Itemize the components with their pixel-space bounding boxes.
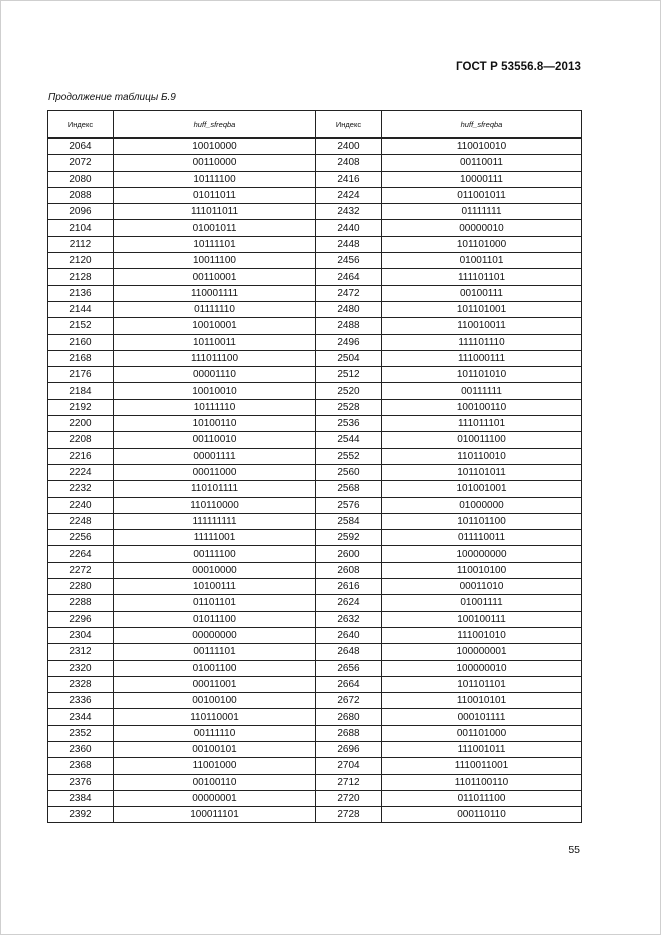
cell-index-left: 2296 [48,611,114,627]
cell-code-right: 111001010 [382,627,582,643]
cell-index-right: 2480 [316,301,382,317]
cell-code-right: 00011010 [382,579,582,595]
cell-index-left: 2200 [48,416,114,432]
cell-code-right: 111001011 [382,741,582,757]
cell-index-left: 2360 [48,741,114,757]
table-row [48,546,582,562]
cell-index-left: 2152 [48,318,114,334]
column-header-index-left: Индекс [48,111,114,139]
cell-code-right: 00111111 [382,383,582,399]
cell-index-right: 2576 [316,497,382,513]
cell-code-right: 100000001 [382,644,582,660]
cell-code-right: 100000010 [382,660,582,676]
table-row [48,187,582,203]
cell-index-left: 2264 [48,546,114,562]
table-row [48,334,582,350]
cell-index-left: 2256 [48,530,114,546]
table-row [48,253,582,269]
cell-index-left: 2192 [48,399,114,415]
cell-code-right: 001101000 [382,725,582,741]
cell-code-right: 101101010 [382,367,582,383]
cell-code-left: 00011001 [114,676,316,692]
cell-index-right: 2552 [316,448,382,464]
table-row [48,513,582,529]
cell-index-left: 2168 [48,350,114,366]
cell-code-left: 00001110 [114,367,316,383]
cell-index-right: 2688 [316,725,382,741]
table-row [48,562,582,578]
table-row [48,269,582,285]
table-row [48,285,582,301]
cell-code-left: 00000001 [114,790,316,806]
cell-index-left: 2096 [48,204,114,220]
table-row [48,790,582,806]
cell-index-right: 2528 [316,399,382,415]
cell-index-right: 2648 [316,644,382,660]
cell-code-right: 000110110 [382,807,582,823]
column-header-index-right: Индекс [316,111,382,139]
cell-index-left: 2280 [48,579,114,595]
cell-code-right: 00110011 [382,155,582,171]
cell-index-right: 2448 [316,236,382,252]
cell-index-left: 2304 [48,627,114,643]
cell-code-left: 00000000 [114,627,316,643]
cell-code-right: 00100111 [382,285,582,301]
cell-code-left: 01001011 [114,220,316,236]
table-row [48,774,582,790]
cell-index-left: 2072 [48,155,114,171]
cell-code-left: 10011100 [114,253,316,269]
cell-code-left: 10010001 [114,318,316,334]
cell-code-left: 00010000 [114,562,316,578]
cell-index-left: 2080 [48,171,114,187]
table-row [48,220,582,236]
cell-index-left: 2248 [48,513,114,529]
cell-index-right: 2680 [316,709,382,725]
cell-index-right: 2488 [316,318,382,334]
cell-code-left: 00110010 [114,432,316,448]
table-row [48,350,582,366]
cell-code-right: 01001101 [382,253,582,269]
table-row [48,171,582,187]
table-row [48,481,582,497]
table-row [48,627,582,643]
table-row [48,416,582,432]
table-row [48,725,582,741]
cell-index-left: 2184 [48,383,114,399]
cell-index-left: 2376 [48,774,114,790]
cell-code-left: 11111001 [114,530,316,546]
cell-code-right: 10000111 [382,171,582,187]
cell-code-left: 110101111 [114,481,316,497]
cell-code-left: 10100110 [114,416,316,432]
cell-index-left: 2088 [48,187,114,203]
table-row [48,464,582,480]
cell-index-right: 2416 [316,171,382,187]
table-row [48,236,582,252]
column-header-code-left: huff_sfreqba [114,111,316,139]
cell-code-right: 011110011 [382,530,582,546]
table-row [48,318,582,334]
table-row [48,741,582,757]
cell-index-left: 2136 [48,285,114,301]
cell-index-right: 2464 [316,269,382,285]
cell-code-right: 100100111 [382,611,582,627]
table-row [48,399,582,415]
table-row [48,155,582,171]
table-caption: Продолжение таблицы Б.9 [48,92,176,103]
cell-code-right: 110010100 [382,562,582,578]
cell-index-left: 2112 [48,236,114,252]
cell-index-right: 2720 [316,790,382,806]
huffman-table [47,110,582,823]
table-row [48,367,582,383]
cell-index-left: 2208 [48,432,114,448]
cell-code-left: 10111110 [114,399,316,415]
cell-index-right: 2504 [316,350,382,366]
cell-index-left: 2160 [48,334,114,350]
cell-code-left: 111111111 [114,513,316,529]
cell-index-right: 2704 [316,758,382,774]
cell-code-left: 111011100 [114,350,316,366]
table-row [48,595,582,611]
cell-code-right: 00000010 [382,220,582,236]
cell-index-right: 2592 [316,530,382,546]
cell-index-right: 2696 [316,741,382,757]
cell-index-right: 2496 [316,334,382,350]
cell-index-right: 2608 [316,562,382,578]
table-row [48,676,582,692]
cell-code-right: 101101001 [382,301,582,317]
cell-index-left: 2336 [48,693,114,709]
cell-index-right: 2520 [316,383,382,399]
table-row [48,448,582,464]
cell-code-right: 011011100 [382,790,582,806]
cell-index-left: 2240 [48,497,114,513]
cell-code-left: 00111100 [114,546,316,562]
cell-code-right: 1101100110 [382,774,582,790]
cell-index-right: 2424 [316,187,382,203]
cell-index-left: 2176 [48,367,114,383]
cell-code-right: 01111111 [382,204,582,220]
table-row [48,204,582,220]
cell-code-left: 10111100 [114,171,316,187]
cell-index-left: 2320 [48,660,114,676]
table-row [48,644,582,660]
cell-index-left: 2272 [48,562,114,578]
cell-code-left: 00001111 [114,448,316,464]
cell-index-left: 2128 [48,269,114,285]
cell-code-right: 100100110 [382,399,582,415]
cell-code-right: 000101111 [382,709,582,725]
cell-index-right: 2512 [316,367,382,383]
cell-code-right: 111011101 [382,416,582,432]
page-number: 55 [568,844,580,856]
cell-code-right: 101101100 [382,513,582,529]
cell-index-left: 2120 [48,253,114,269]
cell-code-left: 00100101 [114,741,316,757]
cell-index-right: 2408 [316,155,382,171]
cell-code-left: 00110001 [114,269,316,285]
cell-code-right: 1110011001 [382,758,582,774]
cell-code-right: 110010010 [382,138,582,155]
cell-code-right: 101001001 [382,481,582,497]
cell-code-right: 111000111 [382,350,582,366]
cell-index-left: 2224 [48,464,114,480]
cell-index-left: 2368 [48,758,114,774]
table-row [48,383,582,399]
table-row [48,301,582,317]
table-row [48,611,582,627]
cell-index-right: 2584 [316,513,382,529]
cell-index-right: 2664 [316,676,382,692]
cell-index-left: 2064 [48,138,114,155]
cell-index-right: 2672 [316,693,382,709]
table-row [48,758,582,774]
cell-code-right: 110010101 [382,693,582,709]
cell-code-left: 100011101 [114,807,316,823]
cell-code-right: 110010011 [382,318,582,334]
cell-index-left: 2288 [48,595,114,611]
cell-code-left: 00100100 [114,693,316,709]
cell-index-left: 2384 [48,790,114,806]
table-header-row [48,111,582,139]
cell-index-right: 2728 [316,807,382,823]
cell-code-left: 01011011 [114,187,316,203]
cell-code-left: 110110001 [114,709,316,725]
table-row [48,138,582,155]
table-row [48,807,582,823]
cell-code-left: 00011000 [114,464,316,480]
cell-index-left: 2328 [48,676,114,692]
cell-code-left: 111011011 [114,204,316,220]
cell-code-left: 10110011 [114,334,316,350]
cell-code-right: 010011100 [382,432,582,448]
cell-index-right: 2544 [316,432,382,448]
table-row [48,660,582,676]
cell-index-left: 2312 [48,644,114,660]
cell-code-right: 01001111 [382,595,582,611]
cell-code-left: 01111110 [114,301,316,317]
table-row [48,693,582,709]
cell-index-left: 2144 [48,301,114,317]
cell-code-left: 01001100 [114,660,316,676]
table-row [48,709,582,725]
standard-header: ГОСТ Р 53556.8—2013 [456,61,581,73]
table-container [47,110,582,823]
cell-index-right: 2624 [316,595,382,611]
cell-index-left: 2352 [48,725,114,741]
cell-index-right: 2640 [316,627,382,643]
cell-index-right: 2440 [316,220,382,236]
cell-code-right: 101101000 [382,236,582,252]
cell-index-right: 2472 [316,285,382,301]
cell-index-left: 2104 [48,220,114,236]
cell-code-left: 10010000 [114,138,316,155]
cell-index-right: 2568 [316,481,382,497]
cell-code-right: 111101101 [382,269,582,285]
cell-code-left: 11001000 [114,758,316,774]
cell-index-right: 2712 [316,774,382,790]
cell-index-right: 2656 [316,660,382,676]
cell-code-left: 01011100 [114,611,316,627]
table-row [48,530,582,546]
cell-code-right: 011001011 [382,187,582,203]
table-row [48,432,582,448]
cell-code-left: 110001111 [114,285,316,301]
cell-code-right: 101101011 [382,464,582,480]
cell-index-left: 2216 [48,448,114,464]
cell-code-left: 00111110 [114,725,316,741]
cell-code-right: 100000000 [382,546,582,562]
cell-code-right: 101101101 [382,676,582,692]
cell-index-left: 2344 [48,709,114,725]
cell-code-right: 01000000 [382,497,582,513]
cell-index-right: 2400 [316,138,382,155]
cell-index-right: 2632 [316,611,382,627]
table-body [48,138,582,823]
table-row [48,579,582,595]
cell-code-left: 10010010 [114,383,316,399]
cell-code-left: 10111101 [114,236,316,252]
cell-code-left: 00110000 [114,155,316,171]
cell-index-right: 2536 [316,416,382,432]
cell-code-right: 110110010 [382,448,582,464]
cell-index-right: 2600 [316,546,382,562]
cell-code-left: 10100111 [114,579,316,595]
cell-index-right: 2432 [316,204,382,220]
cell-index-right: 2616 [316,579,382,595]
table-row [48,497,582,513]
cell-code-left: 00111101 [114,644,316,660]
cell-index-left: 2392 [48,807,114,823]
cell-code-left: 00100110 [114,774,316,790]
cell-code-left: 01101101 [114,595,316,611]
cell-index-right: 2456 [316,253,382,269]
column-header-code-right: huff_sfreqba [382,111,582,139]
cell-code-right: 111101110 [382,334,582,350]
cell-index-right: 2560 [316,464,382,480]
cell-code-left: 110110000 [114,497,316,513]
cell-index-left: 2232 [48,481,114,497]
